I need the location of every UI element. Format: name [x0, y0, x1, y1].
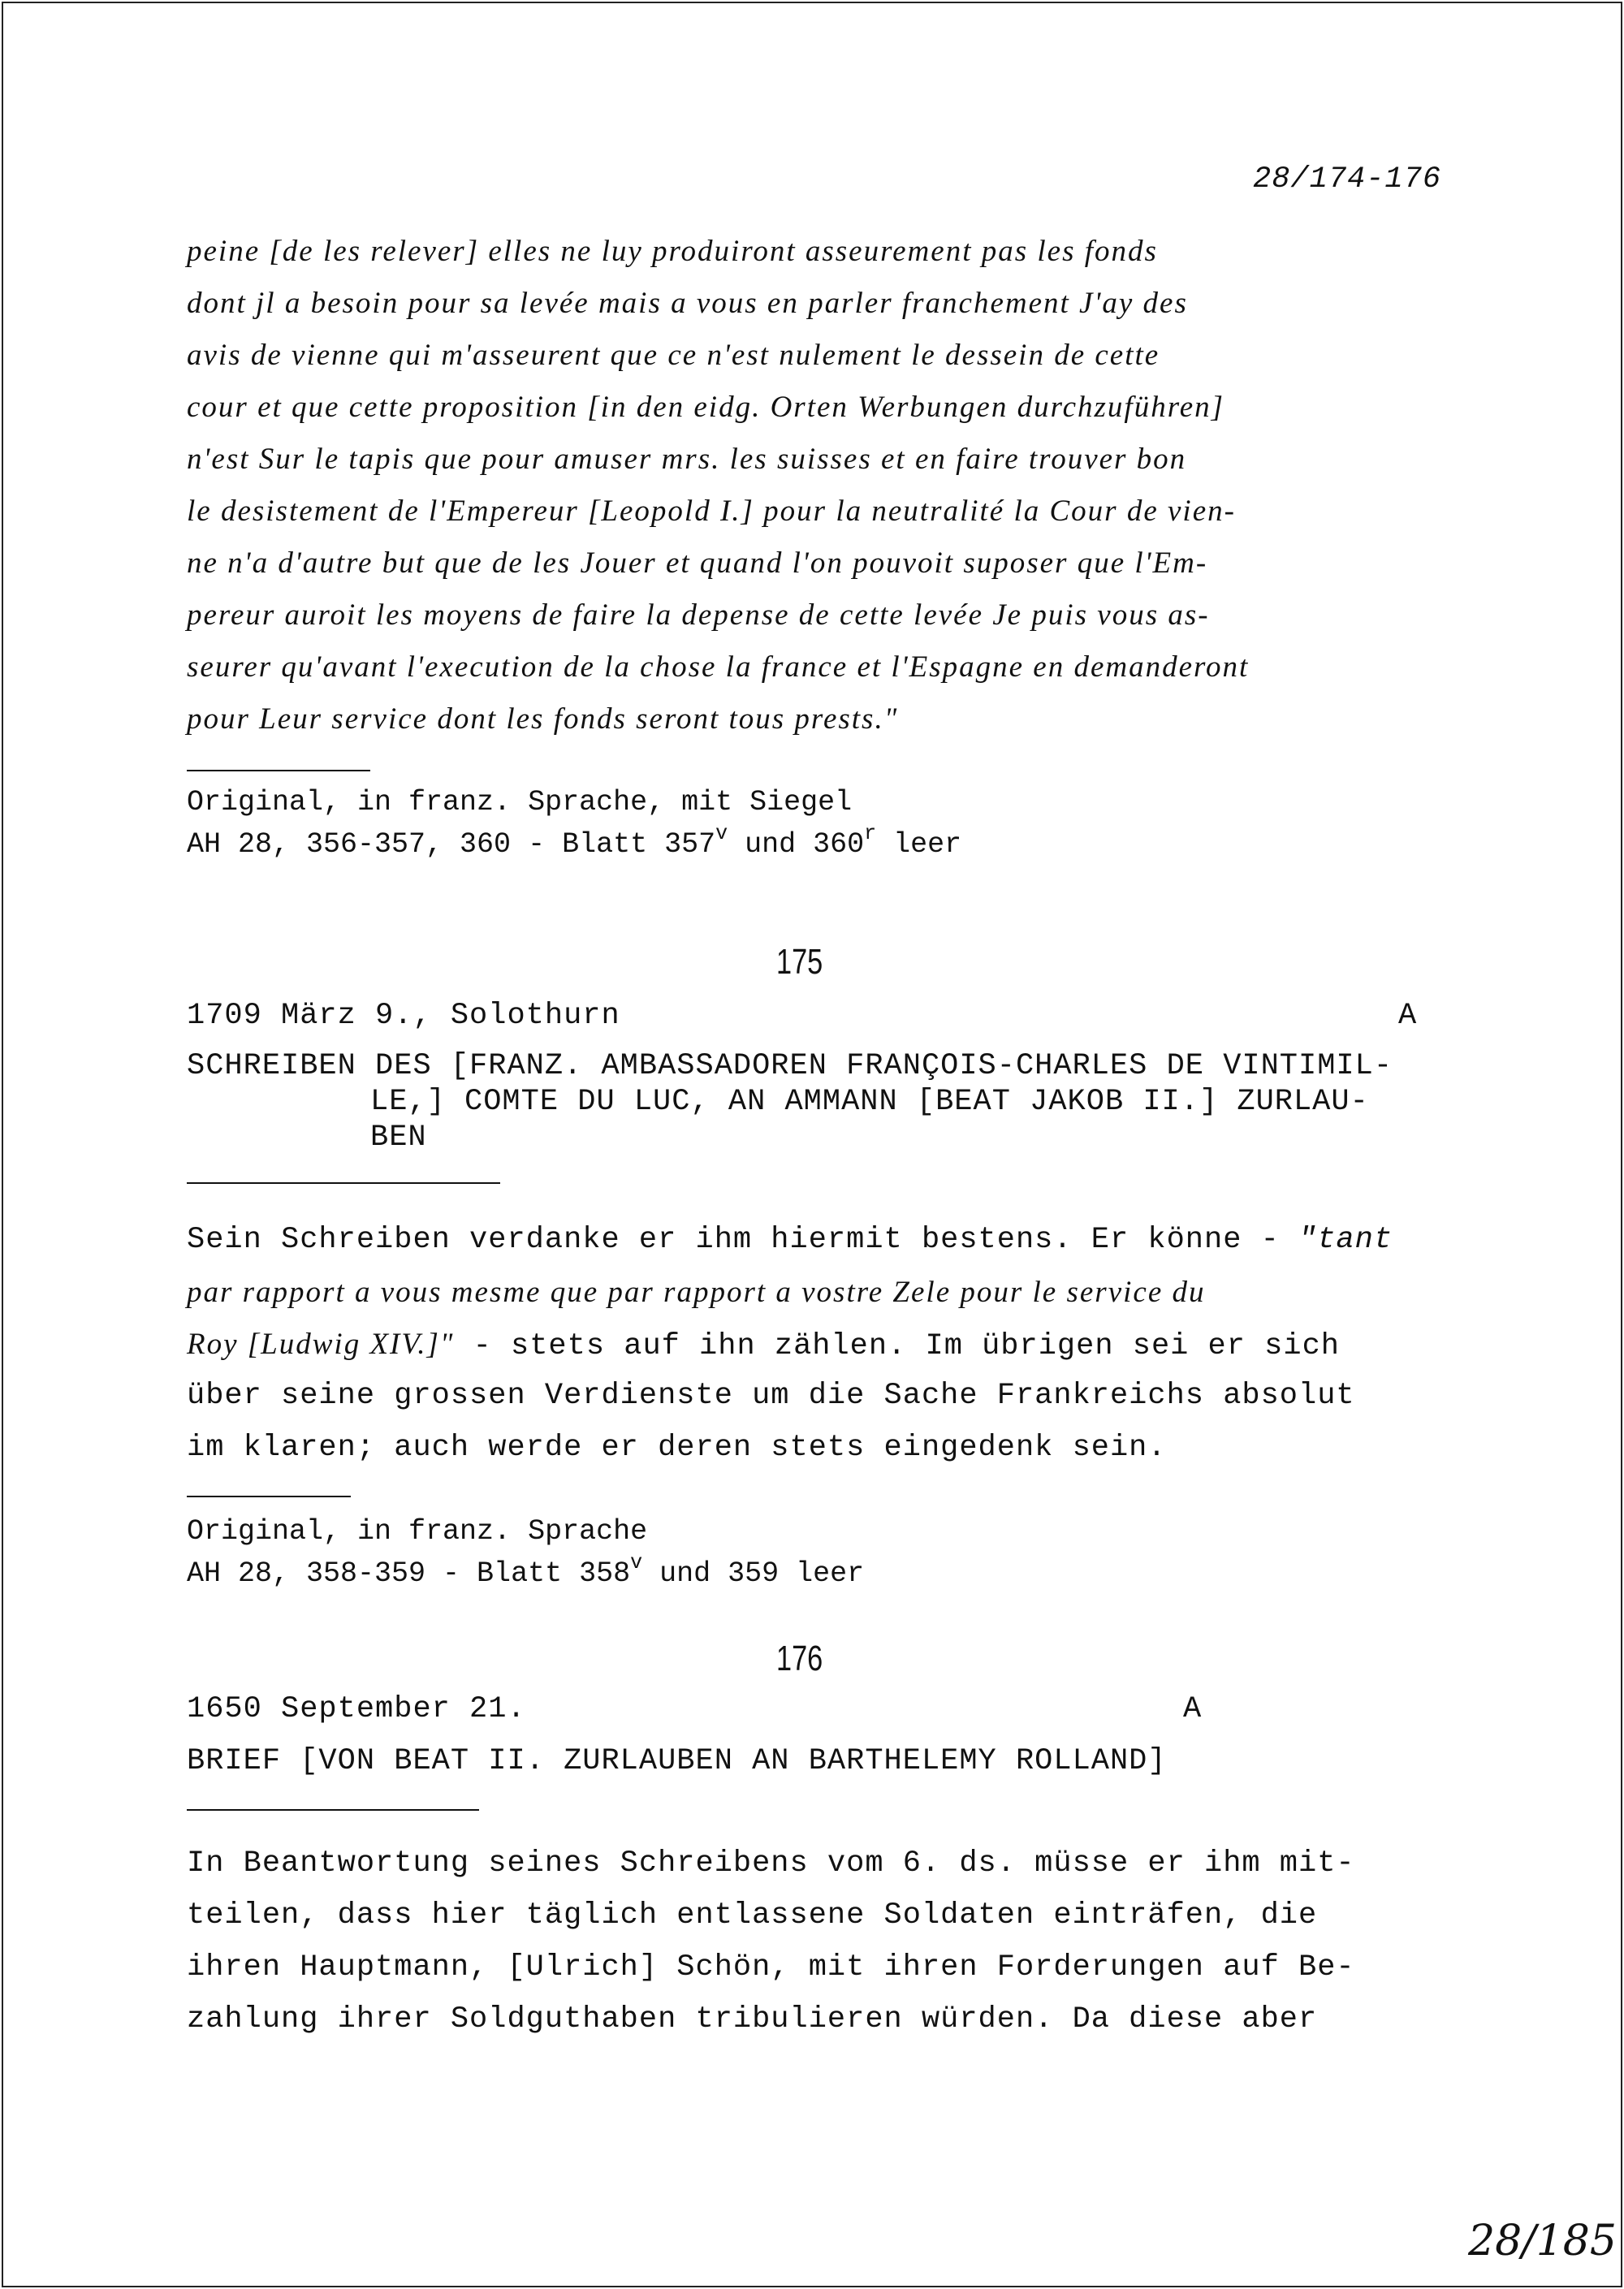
quote-line: avis de vienne qui m'asseurent que ce n'est nulement le dessein de cette — [187, 339, 1160, 372]
quote-line: n'est Sur le tapis que pour amuser mrs. les suisses et en faire trouver bon — [187, 443, 1187, 476]
summary-line: In Beantwortung seines Schreibens vom 6. ds. müsse er ihm mit- — [187, 1846, 1355, 1881]
source-text: AH 28, 358-359 - Blatt 358 — [187, 1557, 631, 1590]
quote-line: dont jl a besoin pour sa levée mais a vous en parler franchement J'ay des — [187, 287, 1188, 320]
source-text: AH 28, 356-357, 360 - Blatt 357 — [187, 828, 716, 861]
summary-text: - stets auf ihn zählen. Im übrigen sei er sich — [454, 1329, 1340, 1363]
superscript: r — [864, 822, 877, 845]
footnote-rule — [187, 770, 370, 771]
footnote-rule — [187, 1496, 351, 1497]
summary-line: im klaren; auch werde er deren stets eingedenk sein. — [187, 1431, 1167, 1465]
summary-line: ihren Hauptmann, [Ulrich] Schön, mit ihren Forderungen auf Be- — [187, 1950, 1355, 1985]
summary-line: zahlung ihrer Soldguthaben tribulieren würden. Da diese aber — [187, 2002, 1318, 2036]
quote-line: cour et que cette proposition [in den eidg. Orten Werbungen durchzuführen] — [187, 391, 1225, 424]
quote-text: "tant — [1298, 1223, 1393, 1257]
source-text: und 360 — [728, 828, 865, 861]
quote-line: ne n'a d'autre but que de les Jouer et quand l'on pouvoit suposer que l'Em- — [187, 546, 1208, 580]
document-mark: A — [1183, 1692, 1203, 1726]
document-date: 1709 März 9., Solothurn — [187, 999, 620, 1033]
document-mark: A — [1398, 999, 1418, 1033]
summary-text: Sein Schreiben verdanke er ihm hiermit bestens. Er könne - — [187, 1223, 1299, 1257]
source-line: Original, in franz. Sprache, mit Siegel — [187, 786, 853, 818]
summary-line: über seine grossen Verdienste um die Sache Frankreichs absolut — [187, 1379, 1355, 1413]
section-rule — [187, 1182, 500, 1184]
quote-line: le desistement de l'Empereur [Leopold I.] pour la neutralité la Cour de vien- — [187, 495, 1236, 528]
quote-text: Roy [Ludwig XIV.]" — [187, 1328, 455, 1361]
source-line — [187, 822, 961, 861]
summary-line: teilen, dass hier täglich entlassene Soldaten einträfen, die — [187, 1898, 1318, 1933]
quote-line: pour Leur service dont les fonds seront tous prests." — [187, 702, 899, 736]
quote-line: seurer qu'avant l'execution de la chose la france et l'Espagne en demanderont — [187, 650, 1250, 684]
document-number-176: 176 — [776, 1639, 823, 1678]
quote-line: pereur auroit les moyens de faire la depense de cette levée Je puis vous as- — [187, 598, 1210, 632]
summary-line: par rapport a vous mesme que par rapport a vostre Zele pour le service du — [187, 1276, 1206, 1309]
source-line: Original, in franz. Sprache — [187, 1515, 648, 1548]
source-text: und 359 leer — [642, 1557, 865, 1590]
quote-line: peine [de les relever] elles ne luy produiront asseurement pas les fonds — [187, 235, 1158, 268]
document-number-175: 175 — [776, 942, 823, 982]
title-line: LE,] COMTE DU LUC, AN AMMANN [BEAT JAKOB II.] ZURLAU- — [370, 1085, 1369, 1119]
source-text: leer — [876, 828, 962, 861]
title-line: SCHREIBEN DES [FRANZ. AMBASSADOREN FRANÇOIS-CHARLES DE VINTIMIL- — [187, 1049, 1393, 1083]
document-date: 1650 September 21. — [187, 1692, 526, 1726]
section-rule — [187, 1809, 479, 1811]
document-title-176: BRIEF [VON BEAT II. ZURLAUBEN AN BARTHELEMY ROLLAND] — [187, 1744, 1167, 1778]
summary-line — [187, 1223, 1393, 1257]
superscript: v — [715, 822, 728, 845]
handwritten-folio-number: 28/185 — [1468, 2217, 1617, 2265]
page-reference: 28/174-176 — [1253, 162, 1442, 197]
superscript: v — [630, 1551, 643, 1574]
title-line: BEN — [370, 1121, 427, 1155]
summary-line — [187, 1327, 1340, 1363]
source-line — [187, 1551, 864, 1590]
